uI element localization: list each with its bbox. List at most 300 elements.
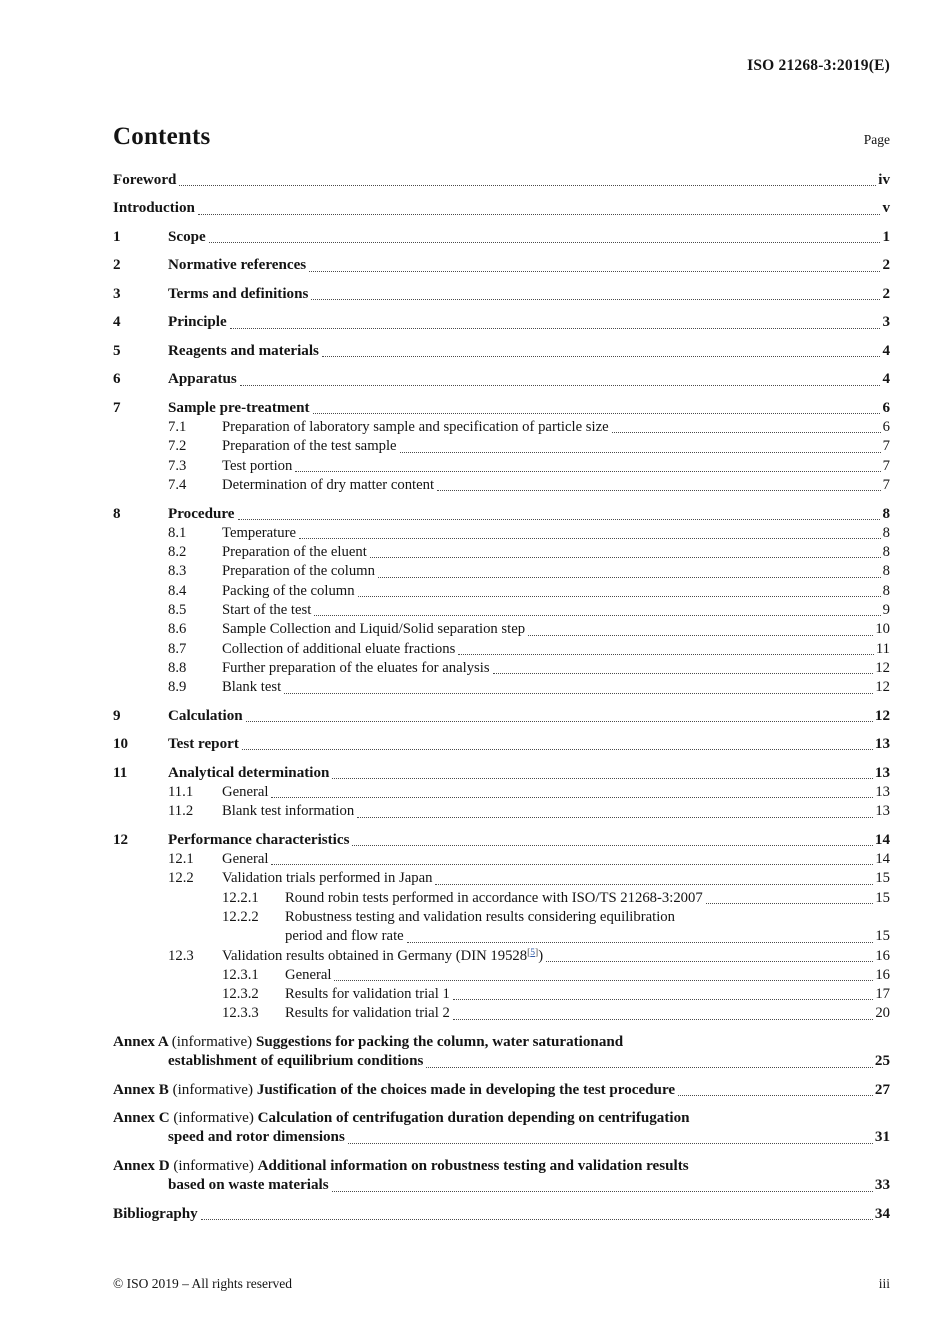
toc-entry-body [222,543,890,562]
toc-entry-line [222,678,890,697]
toc-entry-line [222,659,890,678]
toc-entry [113,171,890,190]
reference-link[interactable]: 5 [530,947,536,958]
toc-entry-number: 12.2.2 [222,908,259,925]
toc-entry-title: Validation trials performed in Japan [222,870,433,887]
toc-entry [113,399,890,418]
reference-bracket: ] [535,947,539,958]
toc-entry-number: 1 [113,228,121,245]
toc-entry-line [168,370,890,389]
toc-entry-line [222,783,890,802]
toc-entry-title: Bibliography [113,1205,198,1222]
document-reference: ISO 21268-3:2019(E) [747,57,890,74]
toc-entry-line [222,620,890,639]
toc-entry-title: Calculation of centrifugation duration depending on centrifugation [257,1110,690,1127]
toc-entry-number: 12.3 [168,947,194,964]
toc-entry-number: 7.3 [168,457,187,474]
toc-entry-title: Analytical determination [168,764,330,781]
dot-leader [348,1143,873,1144]
toc-entry-title: Foreword [113,172,177,188]
toc-entry-line [168,735,890,754]
toc-entry-body [222,678,890,697]
dot-leader [230,328,881,329]
toc-entry [113,228,890,247]
toc-entry [113,802,890,821]
toc-page-number: 25 [874,1053,890,1070]
annex-informative-label: (informative) [171,1033,256,1050]
toc-entry-line [222,640,890,659]
toc-entry-body [113,1109,890,1148]
toc-entry-line [285,889,890,908]
toc-entry-body [222,659,890,678]
copyright-notice: © ISO 2019 – All rights reserved [113,1276,292,1291]
toc-entry-body [222,620,890,639]
toc-entry-body [222,869,890,888]
toc-entry-line [222,947,890,966]
toc-entry [113,370,890,389]
toc-entry-title: Round robin tests performed in accordance with ISO/TS 21268-3:2007 [285,889,703,906]
toc-entry-line [222,543,890,562]
toc-page-number: 7 [882,438,890,455]
toc-entry [113,543,890,562]
toc-entry-line [168,399,890,418]
toc-entry-body [168,256,890,275]
toc-entry-line [222,802,890,821]
toc-entry-line [113,1033,890,1052]
toc-page-number: iv [878,172,890,188]
toc-entry-number: 11 [113,764,128,781]
toc-entry [113,678,890,697]
toc-page-number: 12 [875,659,890,676]
dot-leader [334,980,873,981]
toc-entry-title-continued: establishment of equilibrium conditions [168,1053,424,1070]
dot-leader [313,413,881,414]
toc-entry-title: Calculation [168,707,243,724]
toc-entry [113,582,890,601]
toc-entry-number: 3 [113,285,121,302]
toc-entry [113,418,890,437]
dot-leader [453,999,874,1000]
toc-page-number: 6 [882,399,890,416]
toc-entry [113,256,890,275]
toc-entry [113,1081,890,1100]
toc-page-number: 13 [874,736,890,753]
toc-entry-number: 8.9 [168,679,187,696]
toc-entry [113,947,890,966]
toc-page-number: 8 [882,544,890,561]
toc-page-number: 1 [882,228,890,245]
dot-leader [242,749,873,750]
toc-entry [113,707,890,726]
toc-entry-title: General [222,851,269,868]
toc-entry-title: Scope [168,228,206,245]
toc-entry-number: 10 [113,736,129,753]
toc-entry-title: Results for validation trial 1 [285,986,450,1003]
toc-entry-number: 12.3.2 [222,986,259,1003]
toc-entry-title: Performance characteristics [168,831,350,848]
toc-entry-title-continued: period and flow rate [285,928,404,945]
toc-entry-body [168,370,890,389]
folio-page-number: iii [878,1276,890,1291]
toc-entry-number: 12.2 [168,870,194,887]
dot-leader [209,242,881,243]
toc-entry [113,601,890,620]
toc-page-number: 11 [875,640,890,657]
toc-entry [113,850,890,869]
toc-entry-number: 11.2 [168,803,194,820]
toc-entry-title: Sample pre-treatment [168,399,310,416]
toc-entry-title: Results for validation trial 2 [285,1005,450,1022]
toc-page-number: 4 [882,371,890,388]
toc-entry-line [168,707,890,726]
toc-page-number: 8 [882,505,890,522]
toc-page-number: 31 [874,1129,890,1146]
toc-entry-number: 8.4 [168,582,187,599]
toc-entry-title: Determination of dry matter content [222,477,435,494]
toc-entry-title: Suggestions for packing the column, water saturationand [255,1033,624,1050]
toc-entry-number: 2 [113,257,121,274]
toc-page-number: 7 [882,477,890,494]
toc-entry-line [113,1109,890,1128]
toc-entry-number: 12.3.3 [222,1005,259,1022]
toc-entry-title: Test portion [222,457,293,474]
toc-entry-line [222,869,890,888]
toc-entry-body [113,199,890,218]
toc-entry-title: Principle [168,314,227,331]
toc-entry-number: 12 [113,831,129,848]
toc-entry-body [285,908,890,947]
toc-entry-title: Sample Collection and Liquid/Solid separation step [222,621,526,638]
toc-page-number: 12 [875,679,890,696]
annex-prefix: Annex D [113,1157,174,1174]
toc-page-number: 9 [882,602,890,619]
toc-entry-line [168,256,890,275]
dot-leader [678,1095,873,1096]
toc-entry [113,285,890,304]
toc-entry-title: Normative references [168,257,307,274]
toc-entry-body [168,735,890,754]
toc-entry-line [222,457,890,476]
toc-entry [113,764,890,783]
toc-entry-number: 7.4 [168,477,187,494]
toc-entry-line [222,601,890,620]
toc-entry [113,476,890,495]
toc-entry [113,505,890,524]
toc-entry [113,524,890,543]
toc-entry [113,831,890,850]
toc-entry-title-continued: based on waste materials [168,1177,329,1194]
toc-entry-body [168,228,890,247]
toc-page-number: 10 [875,621,890,638]
toc-entry-body [285,889,890,908]
toc-page-number: 17 [875,986,890,1003]
toc-entry-body [285,985,890,1004]
toc-entry [113,966,890,985]
toc-entry [113,1109,890,1148]
toc-entry-number: 11.1 [168,783,194,800]
dot-leader [357,817,873,818]
toc-entry-line [168,764,890,783]
dot-leader [271,797,873,798]
dot-leader [314,615,880,616]
toc-page-number: 12 [874,707,890,724]
dot-leader [706,903,874,904]
dot-leader [238,519,881,520]
toc-entry-title: Blank test [222,679,282,696]
toc-entry-title: Justification of the choices made in developing the test procedure [256,1081,676,1098]
toc-entry-line [222,850,890,869]
toc-entry [113,659,890,678]
toc-page-number: 15 [875,928,890,945]
toc-entry [113,985,890,1004]
toc-page-number: 14 [874,831,890,848]
toc-entry-body [222,437,890,456]
toc-page-number: 7 [882,457,890,474]
annex-informative-label: (informative) [173,1157,258,1174]
toc-page-number: v [882,200,890,217]
dot-leader [458,654,874,655]
toc-entry-line [168,313,890,332]
toc-entry-line [168,831,890,850]
dot-leader [295,471,880,472]
dot-leader [179,185,876,186]
toc-entry-body [168,285,890,304]
toc-entry-body [113,1205,890,1224]
toc-entry-body [222,783,890,802]
toc-entry-title-continued: speed and rotor dimensions [168,1129,345,1146]
toc-page-number: 8 [882,582,890,599]
toc-entry [113,620,890,639]
toc-entry [113,1205,890,1224]
toc-entry-line-continued [113,1128,890,1147]
toc-entry-line [285,908,890,927]
toc-entry-title: Blank test information [222,803,355,820]
toc-entry-body [113,1033,890,1072]
toc-page-number: 2 [882,257,890,274]
toc-entry [113,735,890,754]
dot-leader [246,721,873,722]
dot-leader [198,214,881,215]
dot-leader [407,942,874,943]
toc-entry-line [285,966,890,985]
page-footer [113,1276,890,1292]
toc-entry-line [113,171,890,190]
reference-superscript [527,948,538,958]
annex-prefix: Annex C [113,1110,174,1127]
dot-leader [332,1191,873,1192]
dot-leader [426,1067,873,1068]
dot-leader [528,635,873,636]
toc-entry-number: 7.2 [168,438,187,455]
toc-entry-line [113,1081,890,1100]
toc-entry-line [113,199,890,218]
toc-entry-title: Reagents and materials [168,342,319,359]
toc-entry-line-continued [113,1052,890,1071]
dot-leader [378,577,881,578]
dot-leader [370,557,881,558]
toc-page-number: 8 [882,524,890,541]
toc-entry-title: Collection of additional eluate fractions [222,640,456,657]
toc-page-number: 16 [875,947,890,964]
toc-entry-title: General [222,783,269,800]
toc-entry-line [168,505,890,524]
toc-entry-number: 8.5 [168,602,187,619]
dot-leader [271,864,873,865]
dot-leader [284,693,873,694]
toc-list [113,171,890,1224]
toc-entry-line [222,524,890,543]
toc-entry-title: Robustness testing and validation results considering equilibration [285,908,675,925]
toc-entry-number: 6 [113,371,121,388]
toc-page-number: 13 [874,764,890,781]
toc-entry-body [222,476,890,495]
toc-entry-number: 7 [113,399,121,416]
toc-entry-title: Preparation of the column [222,563,375,580]
toc-entry-title: Additional information on robustness testing and validation results [257,1157,689,1174]
toc-entry-title: General [285,966,332,983]
toc-entry [113,1157,890,1196]
toc-entry-line [168,285,890,304]
toc-page-number: 3 [882,314,890,331]
annex-informative-label: (informative) [172,1081,257,1098]
toc-entry-number: 5 [113,342,121,359]
toc-entry [113,869,890,888]
toc-entry-title: Temperature [222,524,296,541]
toc-entry-body [113,1081,890,1100]
toc-entry-body [222,524,890,543]
toc-entry-body [222,802,890,821]
toc-entry-line [222,418,890,437]
dot-leader [352,845,872,846]
dot-leader [299,538,881,539]
toc-entry [113,1033,890,1072]
toc-entry-line [222,582,890,601]
toc-entry-title: Validation results obtained in Germany (DIN 19528[5]) [222,947,544,964]
toc-entry-title: Preparation of the eluent [222,544,367,561]
toc-entry [113,199,890,218]
toc-entry-body [222,562,890,581]
contents-title: Contents [113,123,211,150]
toc-page-number: 34 [874,1205,890,1222]
toc-entry-body [222,947,890,966]
toc-entry-number: 9 [113,707,121,724]
toc-entry-line [222,437,890,456]
toc-entry-number: 7.1 [168,419,187,436]
toc-entry-body [285,966,890,985]
toc-entry-title: Preparation of the test sample [222,438,397,455]
toc-entry-line-continued [113,1176,890,1195]
toc-entry [113,908,890,947]
toc-entry [113,640,890,659]
toc-page-number: 16 [875,966,890,983]
toc-entry-number: 8.1 [168,524,187,541]
toc-entry-number: 8.6 [168,621,187,638]
dot-leader [546,961,873,962]
toc-entry-body [222,640,890,659]
toc-page-number: 4 [882,342,890,359]
toc-entry-body [168,313,890,332]
toc-entry-number: 12.1 [168,851,194,868]
dot-leader [437,490,881,491]
page-column-label: Page [863,132,890,147]
dot-leader [612,432,881,433]
toc-entry-line [113,1157,890,1176]
toc-entry-line [285,1004,890,1023]
toc-entry-number: 4 [113,314,121,331]
toc-page-number: 2 [882,285,890,302]
toc-page-number: 33 [874,1177,890,1194]
reference-bracket: [ [527,947,531,958]
toc-page-number: 15 [875,889,890,906]
dot-leader [332,778,873,779]
toc-entry-line [222,562,890,581]
toc-entry [113,342,890,361]
toc-entry-number: 8.7 [168,640,187,657]
toc-entry-body [285,1004,890,1023]
toc-entry-body [222,850,890,869]
toc-entry-body [113,1157,890,1196]
toc-entry-number: 12.2.1 [222,889,259,906]
dot-leader [453,1019,874,1020]
toc-entry-title: Packing of the column [222,582,355,599]
toc-entry-body [113,171,890,190]
toc-entry-title: Introduction [113,200,195,217]
toc-entry [113,783,890,802]
annex-prefix: Annex A [113,1033,172,1050]
dot-leader [493,673,874,674]
toc-entry-body [222,601,890,620]
toc-page-number: 6 [882,419,890,436]
page-content [113,0,890,1224]
toc-entry-title: Terms and definitions [168,285,309,302]
toc-entry [113,437,890,456]
toc-entry-body [222,457,890,476]
toc-page-number: 15 [875,870,890,887]
toc-entry-body [168,764,890,783]
toc-entry-line [222,476,890,495]
toc-entry-title: Preparation of laboratory sample and specification of particle size [222,419,609,436]
dot-leader [435,884,873,885]
toc-entry-body [168,707,890,726]
toc-entry-title: Further preparation of the eluates for analysis [222,659,490,676]
toc-entry [113,562,890,581]
toc-entry-body [168,399,890,418]
annex-informative-label: (informative) [173,1110,258,1127]
toc-entry-number: 8.8 [168,659,187,676]
toc-entry-body [222,418,890,437]
dot-leader [311,299,880,300]
toc-page-number: 20 [875,1005,890,1022]
dot-leader [201,1219,873,1220]
toc-entry-number: 8 [113,505,121,522]
toc-entry-body [222,582,890,601]
toc-entry [113,1004,890,1023]
toc-entry-line [285,985,890,1004]
toc-entry [113,457,890,476]
toc-entry-title: Test report [168,736,239,753]
toc-page-number: 27 [874,1081,890,1098]
annex-prefix: Annex B [113,1081,173,1098]
toc-page-number: 8 [882,563,890,580]
dot-leader [322,356,881,357]
toc-entry-line [168,342,890,361]
toc-entry-line-continued [285,927,890,946]
toc-entry-title: Procedure [168,505,235,522]
toc-entry-body [168,342,890,361]
toc-page-number: 13 [875,803,890,820]
toc-entry-line [113,1205,890,1224]
toc-entry-body [168,505,890,524]
